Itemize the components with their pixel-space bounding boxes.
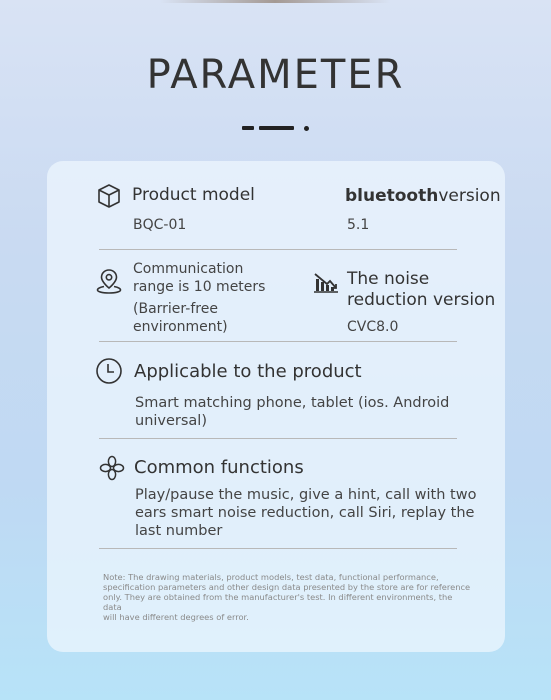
disclaimer-line4: will have different degrees of error. xyxy=(103,612,249,622)
applicable-label: Applicable to the product xyxy=(134,361,362,382)
underline-dot xyxy=(304,126,309,131)
applicable-text-line2: universal) xyxy=(135,413,207,429)
range-note-line1: (Barrier-free xyxy=(133,301,218,317)
range-label-line2: range is 10 meters xyxy=(133,279,266,295)
divider-3 xyxy=(99,438,457,439)
functions-text-line3: last number xyxy=(135,523,223,539)
disclaimer-note xyxy=(103,572,473,622)
clover-icon xyxy=(99,455,125,481)
noise-value: CVC8.0 xyxy=(347,319,399,335)
range-label-line1: Communication xyxy=(133,261,244,277)
noise-label-line1: The noise xyxy=(347,269,430,289)
top-decorative-strip xyxy=(160,0,390,3)
divider-2 xyxy=(99,341,457,342)
divider-4 xyxy=(99,548,457,549)
bluetooth-word: bluetooth xyxy=(345,186,439,206)
cube-icon xyxy=(96,183,122,209)
clock-icon xyxy=(95,357,123,385)
location-pin-icon xyxy=(95,267,123,295)
disclaimer-line2: specification parameters and other design data presented by the store are for reference xyxy=(103,582,471,592)
functions-text-line1: Play/pause the music, give a hint, call with two xyxy=(135,487,477,503)
page-title: PARAMETER xyxy=(146,52,405,98)
bluetooth-version-value: 5.1 xyxy=(347,217,370,233)
applicable-text-line1: Smart matching phone, tablet (ios. Android xyxy=(135,395,450,411)
disclaimer-line3: only. They are obtained from the manufacturer's test. In different environments, the data xyxy=(103,592,453,612)
disclaimer-line1: Note: The drawing materials, product models, test data, functional performance, xyxy=(103,572,439,582)
functions-label: Common functions xyxy=(134,457,304,478)
bluetooth-version-label xyxy=(345,186,501,206)
underline-dash-short xyxy=(242,126,254,130)
product-model-label: Product model xyxy=(132,185,255,205)
functions-text-line2: ears smart noise reduction, call Siri, replay the xyxy=(135,505,475,521)
noise-label-line2: reduction version xyxy=(347,290,496,310)
divider-1 xyxy=(99,249,457,250)
parameter-card xyxy=(47,161,505,652)
underline-dash-long xyxy=(259,126,294,130)
product-model-value: BQC-01 xyxy=(133,217,187,233)
noise-bars-icon xyxy=(313,270,339,294)
range-note-line2: environment) xyxy=(133,319,228,335)
version-word: version xyxy=(438,186,501,206)
